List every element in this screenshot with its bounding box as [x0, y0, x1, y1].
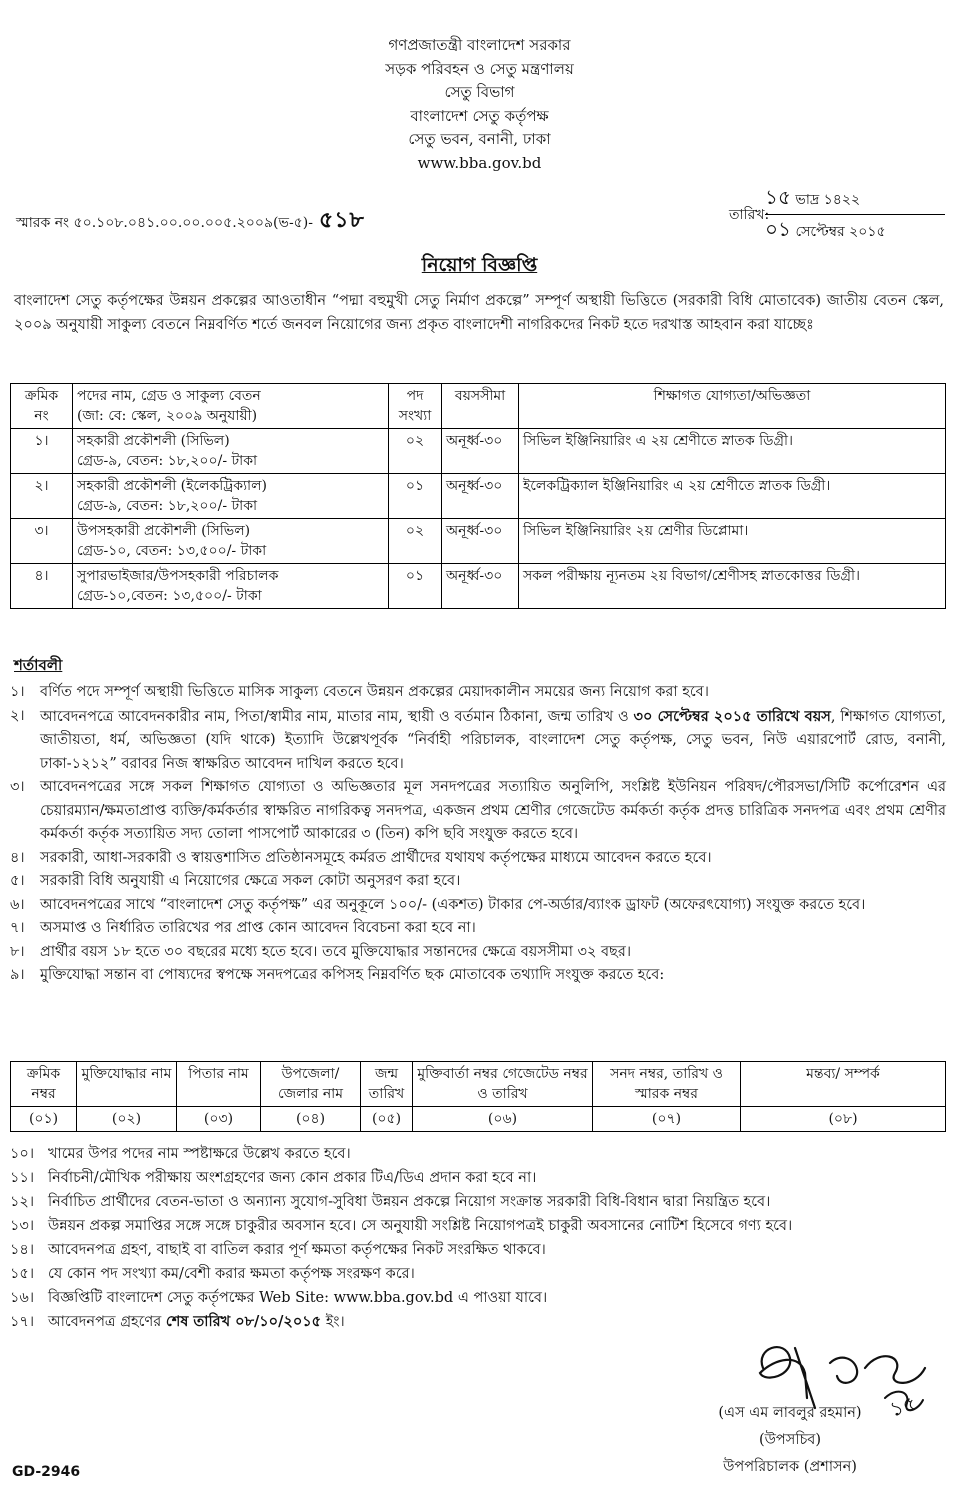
term-item: [10, 1214, 946, 1238]
term-2-part-c: , শিক্ষাগত যোগ্যতা, জাতীয়তা, ধর্ম, অভিজ্ঞতা (যদি থাকে) ইত্যাদি উল্লেখপূর্বক “নির্বাহী পরিচালক, বাংলাদেশ সেতু কর্তৃপক্ষ, সেতু ভবন, নিউ এয়ারপোর্ট রোড, বনানী, ঢাকা-১২১২” বরাবর নিজ স্বাক্ষরিত আবেদন দাখিল করতে হবে।: [40, 708, 947, 772]
ff-num: (০৩): [177, 1107, 261, 1132]
row-post: [73, 474, 389, 519]
memo-reference: [16, 205, 365, 237]
row-qualification: সিভিল ইঞ্জিনিয়ারিং ২য় শ্রেণীর ডিপ্লোমা।: [519, 519, 946, 564]
ff-num: (০৬): [413, 1107, 593, 1132]
term-number: ৭।: [10, 920, 25, 936]
col-post-name-line1: পদের নাম, গ্রেড ও সাকুল্য বেতন: [77, 388, 261, 404]
date-label: তারিখ:: [729, 207, 770, 223]
row-count: ০১: [389, 564, 442, 609]
term-item: [10, 964, 946, 988]
row-age: অনূর্ধ্ব-৩০: [442, 519, 519, 564]
row-post: [73, 429, 389, 474]
term-number: ১৭।: [10, 1314, 35, 1330]
terms-list-continued: [10, 1142, 946, 1334]
row-age: অনূর্ধ্ব-৩০: [442, 564, 519, 609]
row-post-name: সহকারী প্রকৌশলী (সিভিল): [77, 433, 230, 449]
term-number: ৮।: [10, 943, 25, 960]
col-post-count-line2: সংখ্যা: [398, 408, 432, 424]
ff-num: (০৫): [361, 1107, 413, 1132]
signature-date-mark: ১৫: [886, 1390, 919, 1422]
header-line-division: সেতু বিভাগ: [444, 83, 515, 101]
header-line-ministry: সড়ক পরিবহন ও সেতু মন্ত্রণালয়: [385, 59, 574, 78]
term-number: ৯।: [10, 967, 25, 983]
col-serial: [11, 384, 73, 429]
term-item: [10, 776, 946, 847]
ff-table-numbers: [11, 1107, 946, 1132]
col-post-count-line1: পদ: [406, 388, 424, 404]
term-text: সরকারী বিধি অনুযায়ী এ নিয়োগের ক্ষেত্রে সকল কোটা অনুসরণ করা হবে।: [40, 873, 461, 889]
ff-col-father-name: পিতার নাম: [177, 1062, 261, 1107]
row-count: ০২: [389, 429, 442, 474]
row-serial: ১।: [11, 429, 73, 474]
header-line-authority: বাংলাদেশ সেতু কর্তৃপক্ষ: [410, 106, 549, 125]
date-bengali-month-year: ভাদ্র ১৪২২: [795, 192, 861, 208]
posts-table-header: [11, 384, 946, 429]
term-text: খামের উপর পদের নাম স্পষ্টাক্ষরে উল্লেখ করতে হবে।: [48, 1146, 351, 1162]
ff-num: (০২): [77, 1107, 177, 1132]
header-line-address: সেতু ভবন, বনানী, ঢাকা: [408, 130, 551, 148]
term-text: [40, 705, 946, 777]
term-number: ১৪।: [10, 1242, 35, 1258]
table-row: [11, 474, 946, 519]
date-bengali: [765, 183, 945, 215]
footer-code: GD-2946: [12, 1464, 81, 1480]
term-17-deadline: শেষ তারিখ ০৮/১০/২০১৫: [165, 1313, 322, 1330]
term-17-part-c: ইং।: [325, 1314, 345, 1330]
term-text: উন্নয়ন প্রকল্প সমাপ্তির সঙ্গে সঙ্গে চাকুরীর অবসান হবে। সে অনুযায়ী সংশ্লিষ্ট নিয়োগপত্রই চাকুরী অবসানের নোটিশ হিসেবে গণ্য হবে।: [48, 1218, 793, 1234]
term-text: নির্বাচনী/মৌখিক পরীক্ষায় অংশগ্রহণের জন্য কোন প্রকার টিএ/ডিএ প্রদান করা হবে না।: [48, 1170, 537, 1186]
term-number: ১১।: [10, 1170, 35, 1186]
ff-num: (০৮): [741, 1107, 946, 1132]
date-bengali-day: ১৫: [765, 185, 791, 209]
ff-col-birth-date: জন্ম তারিখ: [361, 1062, 413, 1107]
col-post-name-line2: (জা: বে: স্কেল, ২০০৯ অনুযায়ী): [77, 408, 258, 424]
memo-label: স্মারক নং ৫০.১০৮.০৪১.০০.০০.০০৫.২০০৯(ভ-৫)-: [16, 215, 313, 231]
row-post-name: সুপারভাইজার/উপসহকারী পরিচালক: [77, 568, 279, 584]
header: [0, 34, 959, 175]
term-item: [10, 917, 946, 941]
term-text: আবেদনপত্র গ্রহণ, বাছাই বা বাতিল করার পূর্ণ ক্ষমতা কর্তৃপক্ষের নিকট সংরক্ষিত থাকবে।: [48, 1242, 546, 1258]
term-item: [10, 1142, 946, 1166]
signature-block: [690, 1400, 890, 1481]
table-row: [11, 564, 946, 609]
row-post-grade: গ্রেড-১০, বেতন: ১৩,৫০০/- টাকা: [77, 543, 267, 559]
signatory-office: উপপরিচালক (প্রশাসন): [723, 1459, 857, 1475]
freedom-fighter-info-table: [10, 1061, 946, 1132]
header-website: www.bba.gov.bd: [417, 153, 542, 172]
term-item: [10, 941, 946, 965]
term-item: [10, 681, 946, 705]
signatory-name: (এস এম লাবলুর রহমান): [718, 1405, 862, 1421]
term-text: মুক্তিযোদ্ধা সন্তান বা পোষ্যদের স্বপক্ষে সনদপত্রের কপিসহ নিম্নবর্ণিত ছক মোতাবেক তথ্যাদি সংযুক্ত করতে হবে:: [40, 967, 665, 983]
terms-list: [10, 681, 946, 988]
col-post-count: [389, 384, 442, 429]
term-number: ১৬।: [10, 1290, 35, 1306]
row-count: ০১: [389, 474, 442, 519]
row-post-grade: গ্রেড-৯, বেতন: ১৮,২০০/- টাকা: [77, 498, 258, 514]
term-number: ৩।: [10, 779, 25, 795]
col-age-limit: বয়সসীমা: [442, 384, 519, 429]
table-row: [11, 519, 946, 564]
date-english-day: ০১: [765, 217, 791, 241]
term-text: আবেদনপত্রের সাথে “বাংলাদেশ সেতু কর্তৃপক্ষ” এর অনুকূলে ১০০/- (একশত) টাকার পে-অর্ডার/ব্যাংক ড্রাফট (অফেরৎযোগ্য) সংযুক্ত করতে হবে।: [40, 896, 866, 913]
term-number: ১০।: [10, 1146, 35, 1162]
col-post-name: [73, 384, 389, 429]
term-text: নির্বাচিত প্রার্থীদের বেতন-ভাতা ও অন্যান্য সুযোগ-সুবিধা উন্নয়ন প্রকল্পে নিয়োগ সংক্রান্ত সরকারী বিধি-বিধান দ্বারা নিয়ন্ত্রিত হবে।: [48, 1194, 771, 1210]
term-number: ৫।: [10, 873, 25, 889]
terms-heading: শর্তাবলী: [14, 656, 63, 674]
notice-title: [0, 252, 959, 280]
term-item: [10, 1262, 946, 1286]
term-number: ১৩।: [10, 1218, 35, 1234]
term-item: [10, 1238, 946, 1262]
row-serial: ৪।: [11, 564, 73, 609]
term-item: [10, 870, 946, 894]
header-line-government: গণপ্রজাতন্ত্রী বাংলাদেশ সরকার: [388, 36, 571, 54]
ff-col-ff-name: মুক্তিযোদ্ধার নাম: [77, 1062, 177, 1107]
term-number: ১।: [10, 684, 25, 700]
row-serial: ৩।: [11, 519, 73, 564]
term-text: অসমাপ্ত ও নির্ধারিত তারিখের পর প্রাপ্ত কোন আবেদন বিবেচনা করা হবে না।: [40, 920, 476, 936]
intro-paragraph: বাংলাদেশ সেতু কর্তৃপক্ষের উন্নয়ন প্রকল্পের আওতাধীন “পদ্মা বহুমুখী সেতু নির্মাণ প্রকল্পে” সম্পূর্ণ অস্থায়ী ভিত্তিতে (সরকারী বিধি মোতাবেক) জাতীয় বেতন স্কেল, ২০০৯ অনুযায়ী সাকুল্য বেতনে নিম্নবর্ণিত শর্তে জনবল নিয়োগের জন্য প্রকৃত বাংলাদেশী নাগরিকদের নিকট হতে দরখাস্ত আহবান করা যাচ্ছেঃ: [14, 293, 944, 333]
ff-num: (০১): [11, 1107, 77, 1132]
date-english: [765, 215, 886, 244]
row-age: অনূর্ধ্ব-৩০: [442, 429, 519, 474]
memo-number: ৫১৮: [318, 208, 365, 233]
ff-num: (০৭): [593, 1107, 741, 1132]
row-age: অনূর্ধ্ব-৩০: [442, 474, 519, 519]
ff-col-upazila: উপজেলা/ জেলার নাম: [261, 1062, 361, 1107]
term-text: বিজ্ঞপ্তিটি বাংলাদেশ সেতু কর্তৃপক্ষের Web Site: www.bba.gov.bd এ পাওয়া যাবে।: [48, 1290, 548, 1306]
row-qualification: সিভিল ইঞ্জিনিয়ারিং এ ২য় শ্রেণীতে স্নাতক ডিগ্রী।: [519, 429, 946, 474]
term-2-age-date: ৩০ সেপ্টেম্বর ২০১৫ তারিখে বয়স: [633, 707, 831, 725]
term-17-part-a: আবেদনপত্র গ্রহণের: [48, 1314, 162, 1330]
term-text: প্রার্থীর বয়স ১৮ হতে ৩০ বছরের মধ্যে হতে হবে। তবে মুক্তিযোদ্ধার সন্তানদের ক্ষেত্রে বয়সসীমা ৩২ বছর।: [40, 943, 632, 960]
row-post-name: সহকারী প্রকৌশলী (ইলেকট্রিক্যাল): [77, 478, 268, 494]
col-serial-line2: নং: [34, 408, 49, 424]
posts-table: [10, 383, 946, 609]
term-item: [10, 705, 946, 777]
term-2-part-a: আবেদনপত্রে আবেদনকারীর নাম, পিতা/স্বামীর নাম, মাতার নাম, স্থায়ী ও বর্তমান ঠিকানা, জন্ম তারিখ ও: [40, 708, 629, 725]
date-english-month-year: সেপ্টেম্বর ২০১৫: [795, 224, 886, 240]
term-item: [10, 847, 946, 871]
row-serial: ২।: [11, 474, 73, 519]
term-text: সরকারী, আধা-সরকারী ও স্বায়ত্তশাসিত প্রতিষ্ঠানসমূহে কর্মরত প্রার্থীদের যথাযথ কর্তৃপক্ষের মাধ্যমে আবেদন করতে হবে।: [40, 849, 712, 866]
term-item: [10, 1190, 946, 1214]
row-post: [73, 519, 389, 564]
term-number: ১২।: [10, 1194, 35, 1210]
row-post-name: উপসহকারী প্রকৌশলী (সিভিল): [77, 523, 251, 539]
term-number: ১৫।: [10, 1266, 35, 1282]
term-text: আবেদনপত্রের সঙ্গে সকল শিক্ষাগত যোগ্যতা ও অভিজ্ঞতার মূল সনদপত্রের সত্যায়িত অনুলিপি, সংশ্লিষ্ট ইউনিয়ন পরিষদ/পৌরসভা/সিটি কর্পোরেশন এর চেয়ারম্যান/ক্ষমতাপ্রাপ্ত ব্যক্তি/কর্মকর্তার স্বাক্ষরিত নাগরিকত্ব সনদপত্র, একজন প্রথম শ্রেণীর গেজেটেড কর্মকর্তা কর্তৃক প্রদত্ত চারিত্রিক সনদপত্র এবং প্রথম শ্রেণীর কর্মকর্তা কর্তৃক সত্যায়িত সদ্য তোলা পাসপোর্ট আকারের ৩ (তিন) কপি ছবি সংযুক্ত করতে হবে।: [40, 779, 946, 842]
row-qualification: ইলেকট্রিক্যাল ইঞ্জিনিয়ারিং এ ২য় শ্রেণীতে স্নাতক ডিগ্রী।: [519, 474, 946, 519]
notice-title-text: নিয়োগ বিজ্ঞপ্তি: [421, 254, 538, 276]
row-post-grade: গ্রেড-১০,বেতন: ১৩,৫০০/- টাকা: [77, 588, 262, 604]
ff-table-header: [11, 1062, 946, 1107]
term-number: ৬।: [10, 896, 25, 913]
row-qualification: সকল পরীক্ষায় ন্যূনতম ২য় বিভাগ/শ্রেণীসহ স্নাতকোত্তর ডিগ্রী।: [519, 564, 946, 609]
ff-col-serial: ক্রমিক নম্বর: [11, 1062, 77, 1107]
col-qualification: শিক্ষাগত যোগ্যতা/অভিজ্ঞতা: [519, 384, 946, 429]
signatory-designation: (উপসচিব): [758, 1432, 822, 1448]
ff-num: (০৪): [261, 1107, 361, 1132]
table-row: [11, 429, 946, 474]
term-number: ২।: [10, 707, 25, 724]
row-post: [73, 564, 389, 609]
term-number: ৪।: [10, 849, 25, 866]
term-text: বর্ণিত পদে সম্পূর্ণ অস্থায়ী ভিত্তিতে মাসিক সাকুল্য বেতনে উন্নয়ন প্রকল্পের মেয়াদকালীন সময়ের জন্য নিয়োগ করা হবে।: [40, 684, 709, 700]
term-item: [10, 894, 946, 918]
ff-col-remarks: মন্তব্য/ সম্পর্ক: [741, 1062, 946, 1107]
col-serial-line1: ক্রমিক: [24, 388, 59, 404]
term-item: [10, 1166, 946, 1190]
ff-col-muktibarta: মুক্তিবার্তা নম্বর গেজেটেড নম্বর ও তারিখ: [413, 1062, 593, 1107]
ff-col-certificate: সনদ নম্বর, তারিখ ও স্মারক নম্বর: [593, 1062, 741, 1107]
row-post-grade: গ্রেড-৯, বেতন: ১৮,২০০/- টাকা: [77, 453, 258, 469]
term-text: যে কোন পদ সংখ্যা কম/বেশী করার ক্ষমতা কর্তৃপক্ষ সংরক্ষণ করে।: [48, 1266, 415, 1282]
term-item: [10, 1286, 946, 1310]
row-count: ০২: [389, 519, 442, 564]
